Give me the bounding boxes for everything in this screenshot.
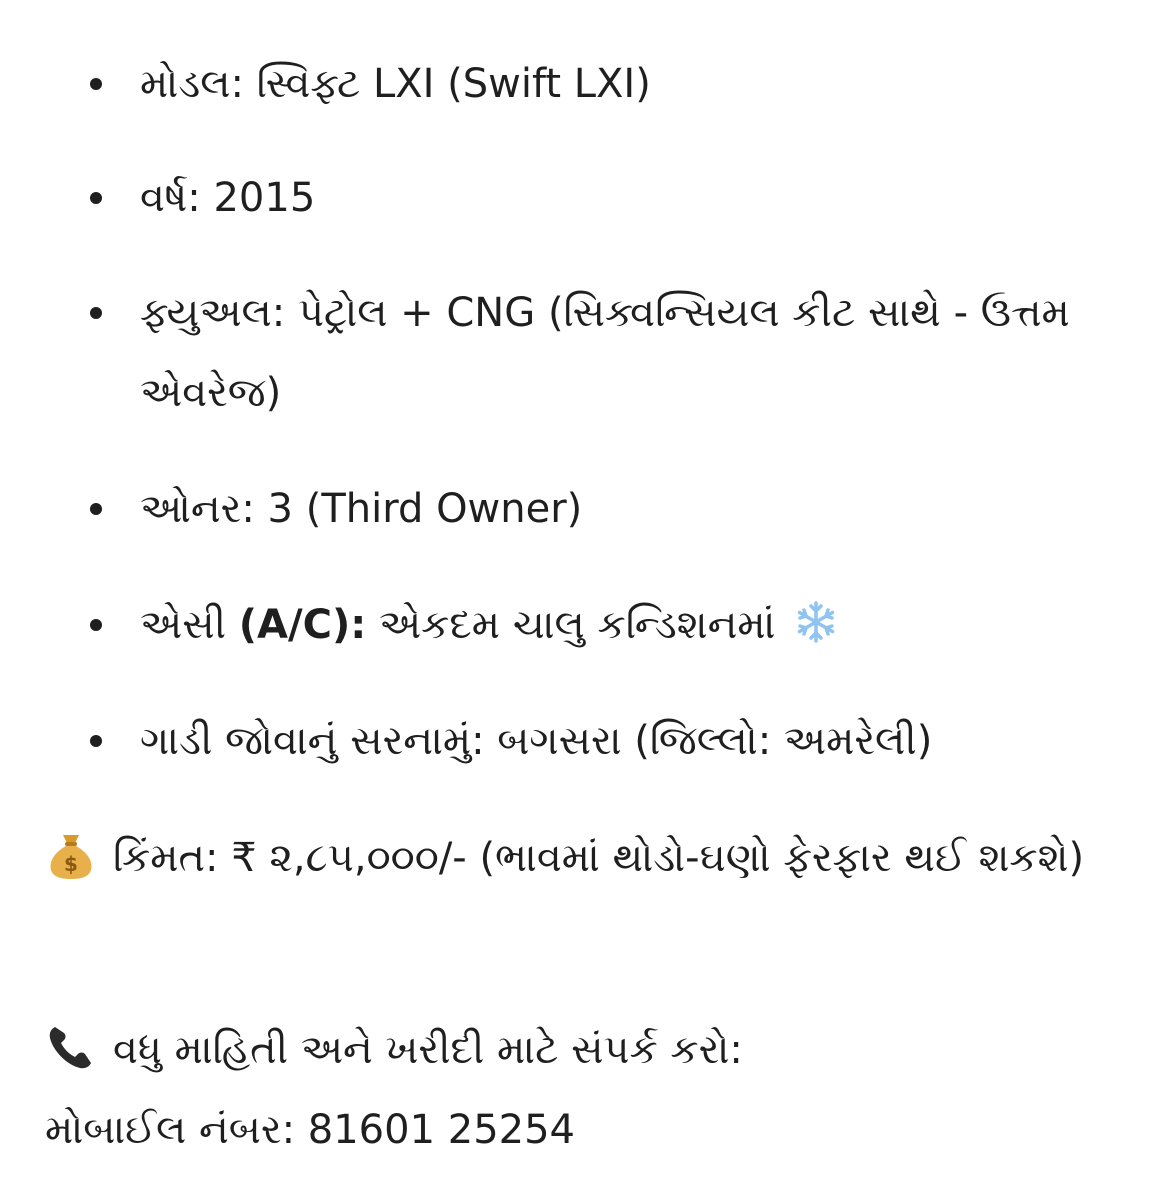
mobile-number-text[interactable]: મોબાઈલ નંબર: 81601 25254 xyxy=(45,1107,575,1153)
spec-ac-label: એસી xyxy=(140,602,227,648)
bullet-icon xyxy=(90,307,102,319)
spec-address-text: ગાડી જોવાનું સરનામું: બગસરા (જિલ્લો: અમરેલી) xyxy=(140,718,933,764)
price-paragraph xyxy=(45,813,1105,903)
spec-item-owner xyxy=(140,469,1100,549)
contact-line xyxy=(45,1020,743,1080)
bullet-icon xyxy=(90,619,102,631)
spec-fuel-text: ફ્યુઅલ: પેટ્રોલ + CNG (સિક્વન્સિયલ કીટ સાથે - ઉત્તમ એવરેજ) xyxy=(140,290,1070,416)
bullet-icon xyxy=(90,503,102,515)
spec-item-model xyxy=(140,44,1100,124)
spec-ac-value: એકદમ ચાલુ કન્ડિશનમાં xyxy=(378,602,776,648)
telephone-icon xyxy=(45,1021,97,1073)
spec-owner-text: ઓનર: 3 (Third Owner) xyxy=(140,486,583,532)
bullet-icon xyxy=(90,78,102,90)
spec-item-fuel xyxy=(140,273,1100,433)
spec-item-address xyxy=(140,701,1100,781)
spec-model-text: મોડલ: સ્વિફ્ટ LXI (Swift LXI) xyxy=(140,61,651,107)
contact-text: વધુ માહિતી અને ખરીદી માટે સંપર્ક કરો: xyxy=(113,1027,743,1073)
spec-year-text: વર્ષ: 2015 xyxy=(140,175,316,221)
bullet-icon xyxy=(90,192,102,204)
mobile-number-line xyxy=(45,1100,575,1160)
money-bag-icon xyxy=(45,829,97,881)
price-text: કિંમત: ₹ ૨,૮૫,૦૦૦/- (ભાવમાં થોડો-ઘણો ફેરફાર થઈ શકશે) xyxy=(113,835,1085,881)
spec-ac-bold: (A/C): xyxy=(238,602,367,648)
snowflake-icon xyxy=(794,600,838,644)
spec-item-year xyxy=(140,158,1100,238)
spec-item-ac xyxy=(140,585,1100,665)
bullet-icon xyxy=(90,735,102,747)
svg-text:$: $ xyxy=(64,852,78,876)
